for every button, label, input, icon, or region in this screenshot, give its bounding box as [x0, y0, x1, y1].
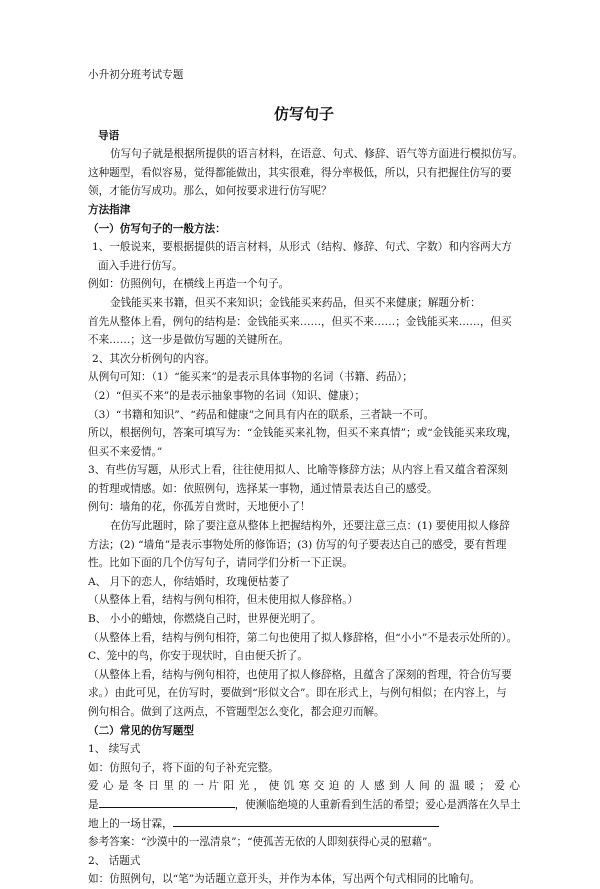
option-a: A、 月下的恋人，你结婚时，玫瑰便枯萎了 [88, 575, 290, 588]
paragraph-line: 例如：仿照例句，在横线上再造一个句子。 [88, 278, 290, 291]
paragraph-line: 方法；(2) “墙角”是表示事物处所的修饰语；(3) 仿写的句子要表达自己的感受，要有哲理 [88, 538, 507, 551]
section2-heading: （二）常见的仿写题型 [88, 724, 194, 737]
exercise-text: 是 [88, 798, 99, 811]
paragraph-line: 所以，根据例句，答案可填写为：“金钱能买来礼物，但买不来真情”；或“金钱能买来玫瑰， [88, 427, 518, 440]
section1-heading: （一）仿写句子的一般方法： [88, 222, 226, 235]
intro-line: 领，才能仿写成功。那么，如何按要求进行仿写呢？ [88, 185, 332, 198]
paragraph-line: 面入手进行仿写。 [98, 259, 183, 272]
intro-line: 仿写句子就是根据所提供的语言材料，在语意、句式、修辞、语气等方面进行模拟仿写。 [110, 148, 524, 161]
exercise-text: 地上的一场甘霖， [88, 817, 173, 830]
answer-blank[interactable] [99, 796, 235, 808]
exercise-sentence [88, 796, 520, 815]
option-comment: （从整体上看，结构与例句相符，第二句也使用了拟人修辞格，但“小小”不是表示处所的）。 [88, 631, 518, 644]
exercise-sentence: 爱心是冬日里的一片阳光，使饥寒交迫的人感到人间的温暖；爱心 [88, 780, 520, 793]
paragraph-line: 1、一般说来，要根据提供的语言材料，从形式（结构、修辞、句式、字数）和内容两大方 [92, 241, 512, 254]
intro-line: 这种题型，看似容易，觉得都能做出，其实很难，得分率极低，所以，只有把握住仿写的要 [88, 166, 512, 179]
exercise-sentence [88, 815, 520, 834]
reference-answer: 参考答案：“沙漠中的一泓清泉”；“使孤苦无依的人即刻获得心灵的慰藉”。 [88, 836, 439, 849]
document-header: 小升初分班考试专题 [88, 69, 184, 81]
exercise-text: ，使濒临绝境的人重新看到生活的希望；爱心是洒落在久旱土 [234, 798, 521, 811]
paragraph-line: 性。比如下面的几个仿写句子，请同学们分析一下正误。 [88, 557, 353, 570]
option-comment: （从整体上看，结构与例句相符，也使用了拟人修辞格，且蕴含了深刻的哲理，符合仿写要 [88, 668, 512, 681]
paragraph-line: 不来……；这一步是做仿写题的关键所在。 [88, 334, 290, 347]
paragraph-line: 如：仿照例句，以“笔”为话题立意开头，并作为本体，写出两个句式相同的比喻句。 [88, 873, 481, 886]
paragraph-line: 如：仿照句子，将下面的句子补充完整。 [88, 761, 279, 774]
type-label: 2、 话题式 [88, 854, 141, 867]
option-b: B、 小小的蜡烛，你燃烧自己时，世界便光明了。 [88, 613, 322, 626]
answer-blank[interactable] [173, 815, 439, 827]
example-sentence: 金钱能买来书籍，但买不来知识；金钱能买来药品，但买不来健康；解题分析： [110, 296, 481, 309]
paragraph-line: 求。）由此可见，在仿写时，要做到“形似文合”。即在形式上，与例句相似；在内容上，与 [88, 687, 507, 700]
option-c: C、笼中的鸟，你安于现状时，自由便夭折了。 [88, 650, 308, 663]
paragraph-line: 但买不来爱情。” [88, 445, 163, 458]
paragraph-line: （2）“但买不来”的是表示抽象事物的名词（知识、健康）； [88, 389, 366, 402]
paragraph-line: 的哲理或情感。如：依照例句，选择某一事物，通过情景表达自己的感受。 [88, 482, 438, 495]
paragraph-line: （3）“书籍和知识”、“药品和健康”之间具有内在的联系，三者缺一不可。 [88, 408, 435, 421]
paragraph-line: 2、其次分析例句的内容。 [92, 352, 216, 365]
paragraph-line: 在仿写此题时，除了要注意从整体上把握结构外，还要注意三点：(1) 要使用拟人修辞 [110, 520, 510, 533]
page-title: 仿写句子 [273, 104, 334, 123]
option-comment: （从整体上看，结构与例句相符，但未使用拟人修辞格。） [88, 594, 359, 607]
paragraph-line: 从例句可知：（1）“能买来”的是表示具体事物的名词（书籍、药品）； [88, 371, 413, 384]
paragraph-line: 3、有些仿写题，从形式上看，往往使用拟人、比喻等修辞方法；从内容上看又蕴含着深刻 [88, 464, 508, 477]
paragraph-line: 首先从整体上看，例句的结构是：金钱能买来……，但买不来……；金钱能买来……，但买 [88, 315, 512, 328]
type-label: 1、 续写式 [88, 743, 141, 756]
method-heading: 方法指津 [88, 203, 131, 216]
example-sentence: 例句：墙角的花，你孤芳自赏时，天地便小了！ [88, 501, 311, 514]
paragraph-line: 例句相合。做到了这两点，不管题型怎么变化，都会迎刃而解。 [88, 706, 385, 718]
intro-heading: 导语 [98, 129, 120, 142]
document-page [88, 66, 524, 889]
